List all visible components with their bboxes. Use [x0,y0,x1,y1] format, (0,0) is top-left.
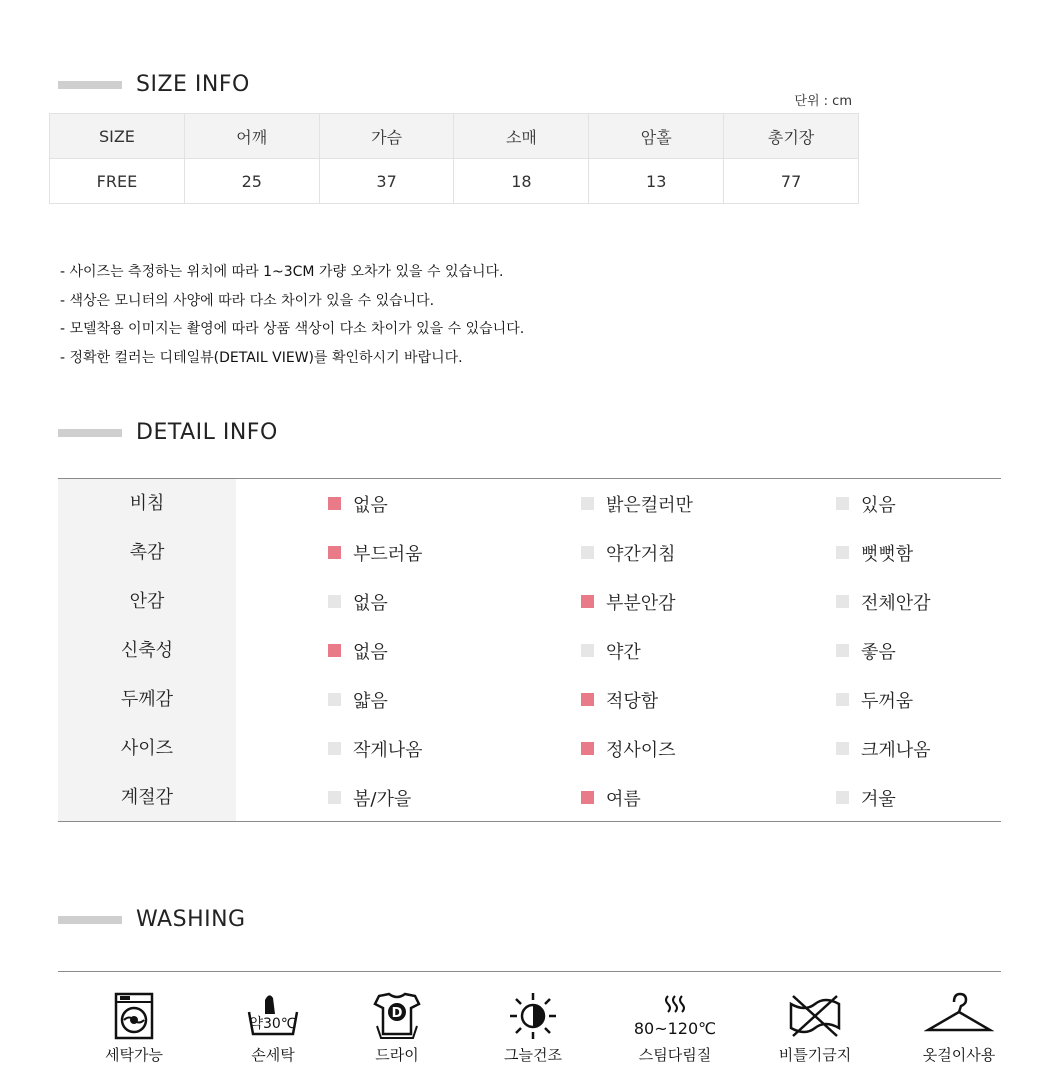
detail-row-label: 촉감 [129,542,165,563]
unchecked-box [836,546,849,559]
checked-box [328,497,341,510]
detail-option [581,724,676,773]
size-cell: 13 [589,159,724,204]
wash-label: 비틀기금지 [778,1046,852,1064]
size-table-header [50,114,859,159]
wash-label: 옷걸이사용 [922,1046,996,1064]
table-row [50,159,859,204]
size-info-header [58,72,250,97]
detail-option [836,528,913,577]
header-cell: 소매 [454,114,589,159]
checked-box [581,595,594,608]
detail-option-label: 좋음 [861,641,896,663]
detail-option-label: 전체안감 [861,592,931,614]
detail-option [836,577,931,626]
detail-option-label: 겨울 [861,788,896,810]
detail-option [328,724,423,773]
size-table [49,113,859,204]
detail-option [581,528,676,577]
detail-row-label: 사이즈 [120,738,174,759]
detail-row [58,528,1001,577]
checked-box [581,791,594,804]
detail-info-title: DETAIL INFO [136,420,278,445]
detail-option [328,675,388,724]
checked-box [581,693,594,706]
detail-option [581,479,693,528]
detail-option [836,675,913,724]
checked-box [328,546,341,559]
washing-title: WASHING [136,907,246,932]
detail-option [581,577,676,626]
detail-option-label: 부분안감 [606,592,676,614]
unchecked-box [836,693,849,706]
detail-option-label: 여름 [606,788,641,810]
svg-text:약30℃: 약30℃ [249,1016,297,1032]
size-notes [60,258,524,372]
wash-label: 손세탁 [251,1046,295,1064]
note-line: - 모델착용 이미지는 촬영에 따라 상품 색상이 다소 차이가 있을 수 있습니다. [60,321,525,337]
no-wring-icon [785,990,845,1042]
svg-text:80~120℃: 80~120℃ [633,1019,717,1038]
detail-option-label: 밝은컬러만 [606,494,693,516]
wash-item [904,990,1014,1065]
steam-iron-icon [630,990,720,1042]
detail-option [836,626,896,675]
washing-divider [58,971,1001,972]
section-bar [58,81,122,89]
shade-dry-icon [507,990,559,1042]
detail-row-label: 안감 [129,591,165,612]
size-cell: 18 [454,159,589,204]
detail-option-label: 약간거침 [606,543,676,565]
detail-table [58,478,1001,822]
section-bar [58,429,122,437]
detail-option-label: 약간 [606,641,641,663]
detail-option-label: 있음 [861,494,896,516]
unchecked-box [328,595,341,608]
detail-option-label: 봄/가을 [353,788,412,810]
detail-option-label: 적당함 [606,690,659,712]
detail-option [328,626,388,675]
washing-header [58,907,246,932]
unchecked-box [836,791,849,804]
unchecked-box [328,742,341,755]
hand-wash-icon [243,990,303,1042]
note-line: - 색상은 모니터의 사양에 따라 다소 차이가 있을 수 있습니다. [60,292,435,309]
wash-label: 그늘건조 [504,1046,562,1064]
detail-row [58,773,1001,822]
detail-option-label: 없음 [353,592,388,614]
detail-option-label: 두꺼움 [861,690,914,712]
wash-item [342,990,452,1065]
size-cell: 25 [184,159,319,204]
unchecked-box [836,595,849,608]
detail-option-label: 얇음 [353,690,388,712]
note-line: - 사이즈는 측정하는 위치에 따라 1~3CM 가량 오차가 있을 수 있습니다. [60,264,504,280]
unchecked-box [581,644,594,657]
detail-option [328,577,388,626]
wash-item [620,990,730,1065]
detail-option [581,626,641,675]
detail-option-label: 없음 [353,494,388,516]
detail-row-label: 계절감 [120,787,174,808]
header-cell: 어깨 [184,114,319,159]
detail-option [836,773,896,822]
wash-item [218,990,328,1065]
detail-row-label: 비침 [129,493,165,514]
detail-option-label: 부드러움 [353,543,423,565]
detail-info-header [58,420,278,445]
unchecked-box [581,546,594,559]
detail-row [58,675,1001,724]
detail-option-label: 작게나옴 [353,739,423,761]
unchecked-box [836,497,849,510]
detail-option [328,773,411,822]
wash-item [79,990,189,1065]
size-cell: 77 [724,159,859,204]
detail-option [836,724,931,773]
unit-label: 단위 : cm [794,94,852,109]
unchecked-box [328,791,341,804]
checked-box [328,644,341,657]
header-cell: SIZE [50,114,185,159]
header-cell: 가슴 [319,114,454,159]
detail-option [581,675,658,724]
wash-label: 스팀다림질 [638,1046,712,1064]
detail-row [58,626,1001,675]
detail-option-label: 크게나옴 [861,739,931,761]
unchecked-box [836,742,849,755]
header-cell: 총기장 [724,114,859,159]
wash-item [760,990,870,1065]
wash-label: 세탁가능 [105,1046,163,1064]
wash-label: 드라이 [375,1046,419,1064]
unchecked-box [836,644,849,657]
header-cell: 암홀 [589,114,724,159]
section-bar [58,916,122,924]
detail-option-label: 정사이즈 [606,739,676,761]
detail-option [328,479,388,528]
unchecked-box [328,693,341,706]
size-cell: FREE [50,159,185,204]
detail-option [836,479,896,528]
size-cell: 37 [319,159,454,204]
detail-option-label: 없음 [353,641,388,663]
detail-option-label: 뻣뻣함 [861,543,914,565]
size-info-title: SIZE INFO [136,72,250,97]
svg-text:D: D [391,1006,403,1021]
detail-row-label: 신축성 [120,640,174,661]
washing-machine-icon [108,990,160,1042]
detail-row [58,577,1001,626]
hanger-icon [924,990,994,1042]
dry-clean-icon [371,990,423,1042]
wash-item [478,990,588,1065]
detail-row-label: 두께감 [120,689,174,710]
detail-option [328,528,423,577]
unchecked-box [581,497,594,510]
checked-box [581,742,594,755]
detail-row [58,479,1001,528]
note-line: - 정확한 컬러는 디테일뷰(DETAIL VIEW)를 확인하시기 바랍니다. [60,349,463,366]
detail-option [581,773,641,822]
detail-row [58,724,1001,773]
